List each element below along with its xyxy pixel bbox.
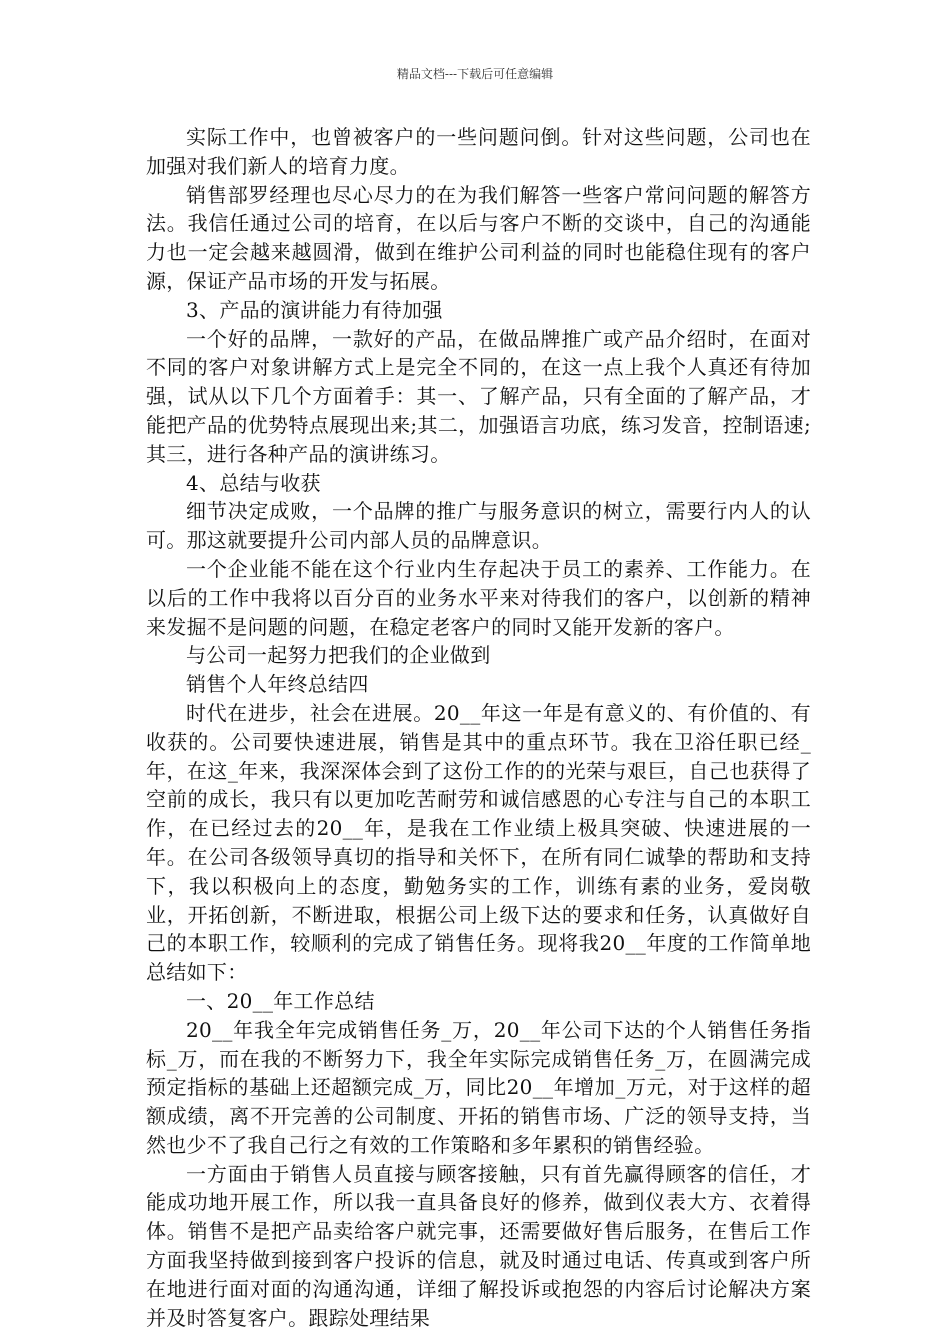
- paragraph: 销售部罗经理也尽心尽力的在为我们解答一些客户常问问题的解答方法。我信任通过公司的培育，在以后与客户不断的交谈中，自己的沟通能力也一定会越来越圆滑，做到在维护公司利益的同时也能稳住现有的客户源，保证产品市场的开发与拓展。: [146, 182, 811, 293]
- paragraph: 与公司一起努力把我们的企业做到: [186, 643, 491, 668]
- section-heading: 4、总结与收获: [186, 470, 321, 495]
- document-body: [146, 123, 811, 1332]
- paragraph: 一方面由于销售人员直接与顾客接触，只有首先赢得顾客的信任，才能成功地开展工作，所以我一直具备良好的修养，做到仪表大方、衣着得体。销售不是把产品卖给客户就完事，还需要做好售后服务，在售后工作方面我坚持做到接到客户投诉的信息，就及时通过电话、传真或到客户所在地进行面对面的沟通沟通，详细了解投诉或抱怨的内容后讨论解决方案并及时答复客户。跟踪处理结果: [146, 1161, 811, 1330]
- paragraph: 细节决定成败，一个品牌的推广与服务意识的树立，需要行内人的认可。那这就要提升公司内部人员的品牌意识。: [146, 499, 811, 553]
- paragraph: 时代在进步，社会在进展。20__年这一年是有意义的、有价值的、有收获的。公司要快速进展，销售是其中的重点环节。我在卫浴任职已经_年，在这_年来，我深深体会到了这份工作的的光荣与艰巨，自己也获得了空前的成长，我只有以更加吃苦耐劳和诚信感恩的心专注与自己的本职工作，在已经过去的20__年，是我在工作业绩上极具突破、快速进展的一年。在公司各级领导真切的指导和关怀下，在所有同仁诚挚的帮助和支持下，我以积极向上的态度，勤勉务实的工作，训练有素的业务，爱岗敬业，开拓创新，不断进取，根据公司上级下达的要求和任务，认真做好自己的本职工作，较顺利的完成了销售任务。现将我20__年度的工作简单地总结如下：: [146, 700, 811, 985]
- page-header: 精品文档---下载后可任意编辑: [396, 67, 554, 81]
- document-title: 销售个人年终总结四: [186, 672, 369, 697]
- section-heading: 3、产品的演讲能力有待加强: [186, 297, 443, 322]
- paragraph: 实际工作中，也曾被客户的一些问题问倒。针对这些问题，公司也在加强对我们新人的培育力度。: [146, 125, 811, 178]
- section-heading: 一、20__年工作总结: [186, 988, 375, 1013]
- paragraph: 20__年我全年完成销售任务_万，20__年公司下达的个人销售任务指标_万，而在我的不断努力下，我全年实际完成销售任务_万，在圆满完成预定指标的基础上还超额完成_万，同比20__年增加_万元，对于这样的超额成绩，离不开完善的公司制度、开拓的销售市场、广泛的领导支持，当然也少不了我自己行之有效的工作策略和多年累积的销售经验。: [146, 1017, 811, 1157]
- paragraph: 一个好的品牌，一款好的产品，在做品牌推广或产品介绍时，在面对不同的客户对象讲解方式上是完全不同的，在这一点上我个人真还有待加强，试从以下几个方面着手：其一、了解产品，只有全面的了解产品，才能把产品的优势特点展现出来;其二，加强语言功底，练习发音，控制语速;其三，进行各种产品的演讲练习。: [146, 326, 811, 466]
- paragraph: 一个企业能不能在这个行业内生存起决于员工的素养、工作能力。在以后的工作中我将以百分百的业务水平来对待我们的客户，以创新的精神来发掘不是问题的问题，在稳定老客户的同时又能开发新的客户。: [146, 556, 811, 639]
